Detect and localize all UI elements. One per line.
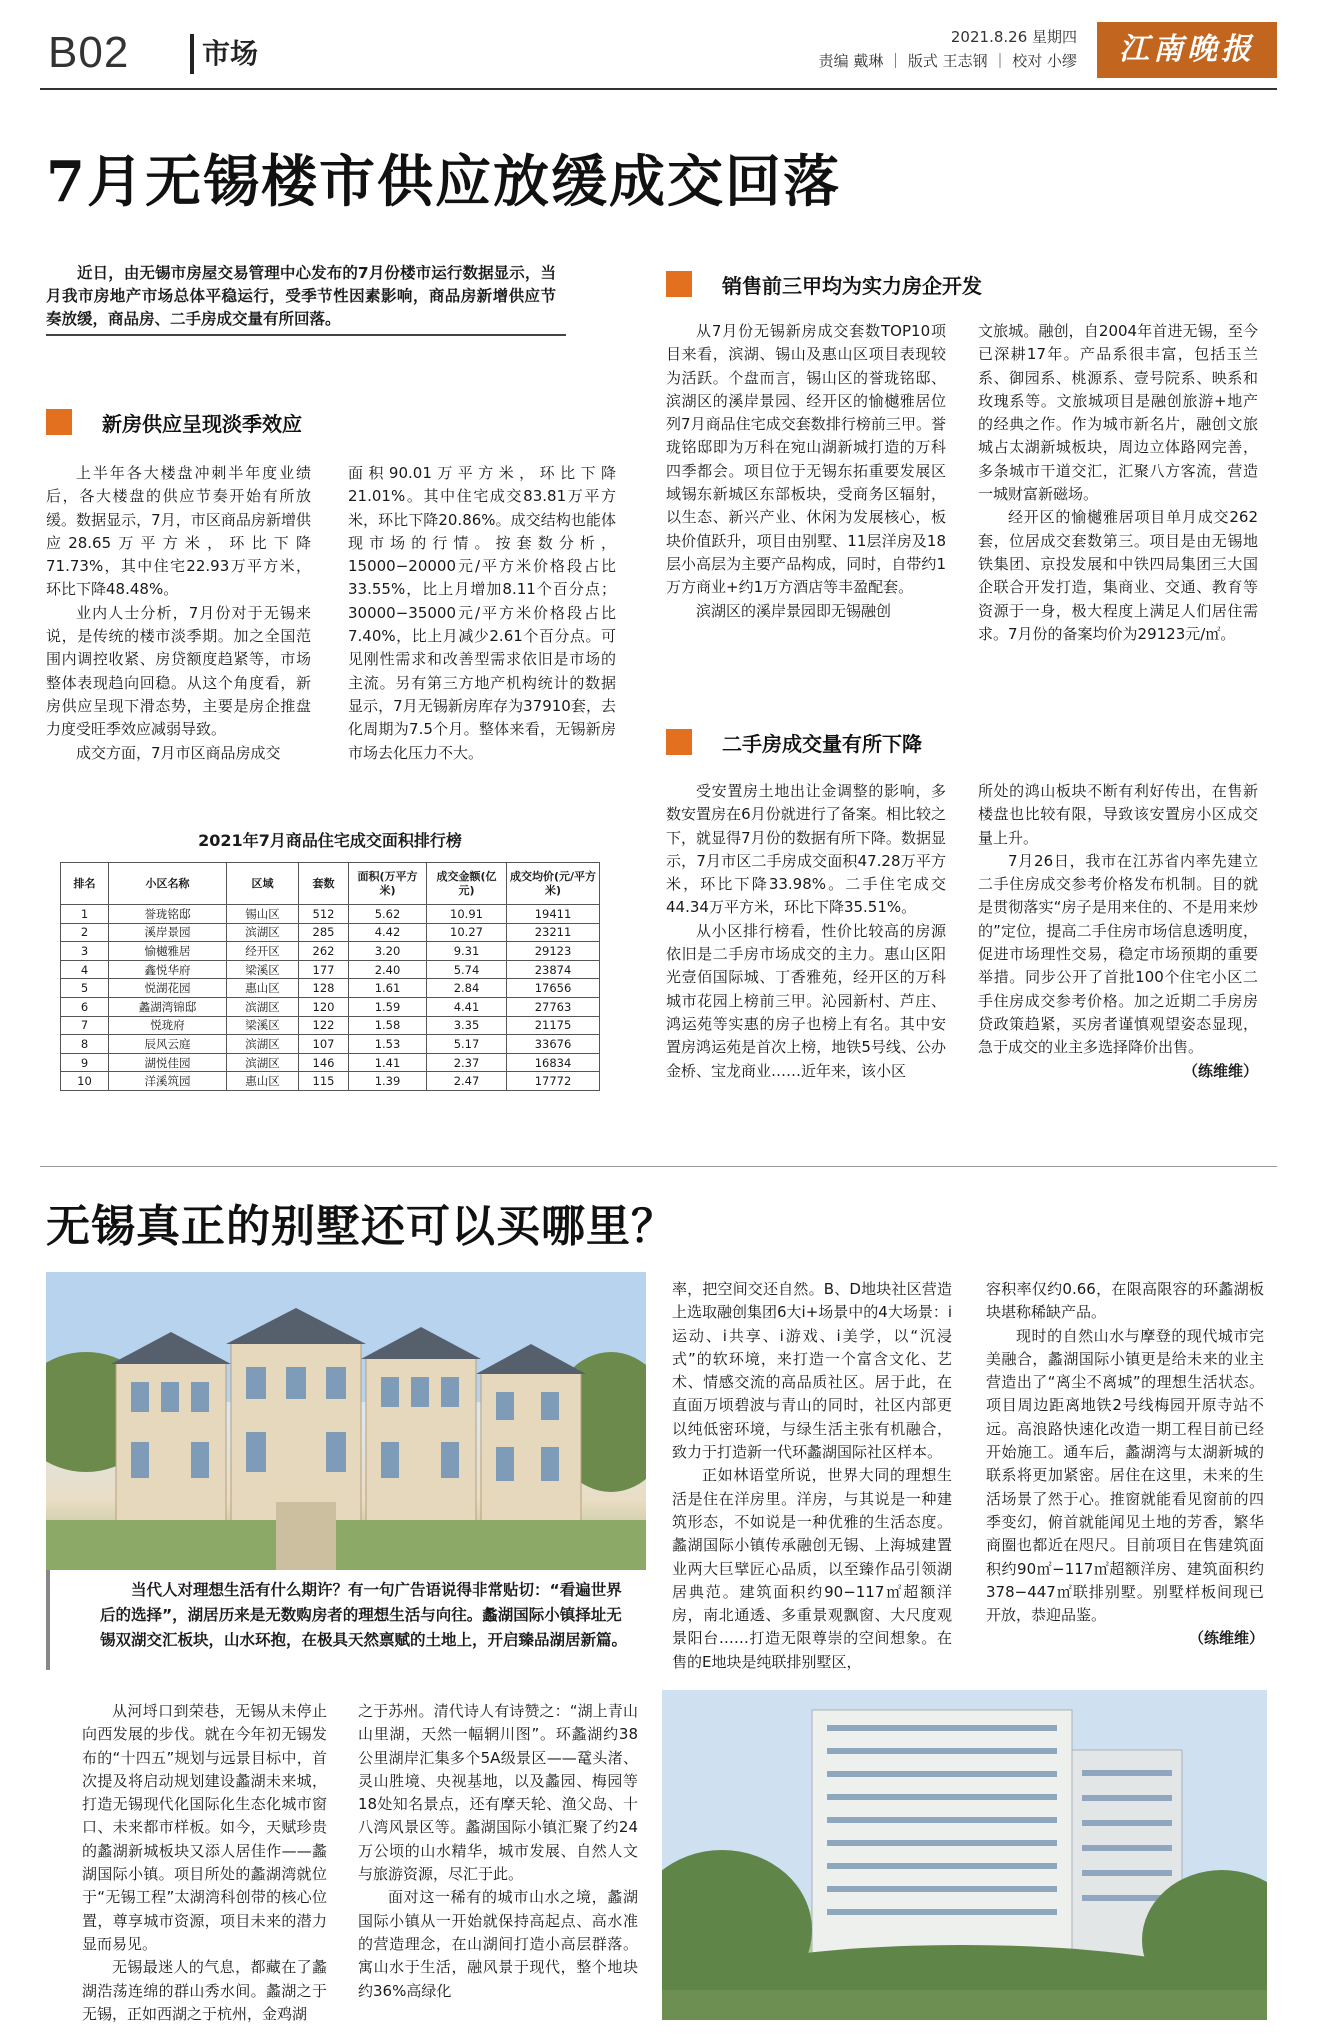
byline: （练维维） [1188,1629,1264,1648]
table-cell: 1.53 [349,1035,427,1054]
section1-column-2: 面积90.01万平方米，环比下降21.01%。其中住宅成交83.81万平方米，环比下降20.86%。成交结构也能体现市场的行情。按套数分析，15000−20000元/平方米价格段占比33.55%，比上月增加8.11个百分点；30000−35000元/平方米价格段占比7.40%，比上月减少2.61个百分点。可见刚性需求和改善型需求依旧是市场的主流。另有第三方地产机构统计的数据显示，7月无锡新房库存为37910套，去化周期为7.5个月。整体来看，无锡新房市场去化压力不大。 [348,464,616,762]
villa-illustration [46,1272,646,1577]
table-title: 2021年7月商品住宅成交面积排行榜 [198,831,462,850]
table-cell: 2.40 [349,960,427,979]
orange-square-icon [46,409,72,435]
photo-caption: 当代人对理想生活有什么期许？有一句广告语说得非常贴切：“看遍世界后的选择”，湖居历来是无数购房者的理想生活与向往。蠡湖国际小镇择址无锡双湖交汇板块，山水环抱，在极具天然禀赋的土地上，开启臻品湖居新篇。 [46,1570,646,1690]
subhead-second-hand: 二手房成交量有所下降 [666,724,922,760]
table-cell: 悦珑府 [109,1016,227,1035]
table-cell: 1.41 [349,1053,427,1072]
table-cell: 177 [299,960,349,979]
table-cell: 122 [299,1016,349,1035]
table-header-row: 排名 小区名称 区域 套数 面积(万平方米) 成交金额(亿元) 成交均价(元/平方米) [61,863,600,905]
table-cell: 9.31 [427,942,507,961]
table-cell: 5 [61,979,109,998]
table-cell: 5.74 [427,960,507,979]
section3-column-2: 所处的鸿山板块不断有利好传出，在售新楼盘也比较有限，导致该安置房小区成交量上升。 7月26日，我市在江苏省内率先建立二手住房成交参考价格发布机制。目的就是贯彻落实“房子是用来住的、不是用来炒的”定位，提高二手住房市场信息透明度，促进市场理性交易，稳定市场预期的重要举措。同步公开了首批100个住宅小区二手住房成交参考价格。加之近期二手房房贷政策趋紧，买房者谨慎观望姿态显现，急于成交的业主多选择降价出售。 （练维维） [978,780,1258,1083]
table-cell: 285 [299,923,349,942]
table-cell: 10.91 [427,905,507,924]
table-cell: 6 [61,997,109,1016]
table-row [61,1053,600,1072]
table-cell: 16834 [507,1053,600,1072]
table-cell: 2 [61,923,109,942]
table-cell: 5.17 [427,1035,507,1054]
table-cell: 誉珑铭邸 [109,905,227,924]
table-cell: 滨湖区 [227,1035,299,1054]
table-cell: 9 [61,1053,109,1072]
table-cell: 3 [61,942,109,961]
table-cell: 1 [61,905,109,924]
table-cell: 5.62 [349,905,427,924]
table-cell: 滨湖区 [227,923,299,942]
article1-lede: 近日，由无锡市房屋交易管理中心发布的7月份楼市运行数据显示，当月我市房地产市场总体平稳运行，受季节性因素影响，商品房新增供应节奏放缓，商品房、二手房成交量有所回落。 [46,264,556,328]
table-cell: 1.39 [349,1072,427,1091]
table-cell: 115 [299,1072,349,1091]
table-cell: 蠡湖湾锦邸 [109,997,227,1016]
issue-date: 2021.8.26 星期四 [950,28,1077,46]
newspaper-logo: 江南晚报 [1097,22,1277,78]
table-cell: 洋溪筑园 [109,1072,227,1091]
table-cell: 3.35 [427,1016,507,1035]
table-cell: 146 [299,1053,349,1072]
caption-bar [46,1570,50,1670]
table-cell: 29123 [507,942,600,961]
ranking-table [60,862,600,1091]
table-cell: 2.37 [427,1053,507,1072]
table-cell: 湖悦佳园 [109,1053,227,1072]
table-cell: 512 [299,905,349,924]
section1-column-1: 上半年各大楼盘冲刺半年度业绩后，各大楼盘的供应节奏开始有所放缓。数据显示，7月，市区商品房新增供应28.65万平方米，环比下降71.73%，其中住宅22.93万平方米，环比下降48.48%。 业内人士分析，7月份对于无锡来说，是传统的楼市淡季期。加之全国范围内调控收紧、房贷额度趋紧等，市场整体表现趋向回稳。从这个角度看，新房供应呈现下滑态势，主要是房企推盘力度受旺季效应减弱导致。 成交方面，7月市区商品房成交 [46,464,311,762]
table-cell: 1.59 [349,997,427,1016]
table-cell: 19411 [507,905,600,924]
table-cell: 经开区 [227,942,299,961]
article1-headline: 7月无锡楼市供应放缓成交回落 [46,149,841,215]
page-header [40,22,1277,82]
table-cell: 梁溪区 [227,1016,299,1035]
table-cell: 1.61 [349,979,427,998]
table-cell: 21175 [507,1016,600,1035]
article2-headline: 无锡真正的别墅还可以买哪里？ [46,1201,676,1252]
table-cell: 滨湖区 [227,1053,299,1072]
header-rule [40,88,1277,90]
table-cell: 4 [61,960,109,979]
section2-column-1: 从7月份无锡新房成交套数TOP10项目来看，滨湖、锡山及惠山区项目表现较为活跃。个盘而言，锡山区的誉珑铭邸、滨湖区的溪岸景园、经开区的愉樾雅居位列7月商品住宅成交套数排行榜前三甲。誉珑铭邸即为万科在宛山湖新城打造的万科四季都会。项目位于无锡东拓重要发展区域锡东新城区东部板块，受商务区辐射，以生态、新兴产业、休闲为发展核心，板块价值跃升，项目由别墅、11层洋房及18层小高层为主要产品构成，同时，自带约1万方商业+约1万方酒店等丰盈配套。 滨湖区的溪岸景园即无锡融创 [666,322,946,620]
section2-column-2: 文旅城。融创，自2004年首进无锡，至今已深耕17年。产品系很丰富，包括玉兰系、御园系、桃源系、壹号院系、映系和玫瑰系等。文旅城项目是融创旅游+地产的经典之作。作为城市新名片，融创文旅城占太湖新城板块，周边立体路网完善，多条城市干道交汇，汇聚八方客流，营造一城财富新磁场。 经开区的愉樾雅居项目单月成交262套，位居成交套数第三。项目是由无锡地铁集团、京投发展和中铁四局集团三大国企联合开发打造，集商业、交通、教育等资源于一身，极大程度上满足人们居住需求。7月份的备案均价为29123元/㎡。 [978,322,1258,643]
table-row [61,979,600,998]
table-cell: 鑫悦华府 [109,960,227,979]
table-cell: 33676 [507,1035,600,1054]
orange-square-icon [666,271,692,297]
table-cell: 23874 [507,960,600,979]
byline: （练维维） [1182,1061,1258,1080]
subhead-new-supply: 新房供应呈现淡季效应 [46,404,302,440]
table-cell: 辰风云庭 [109,1035,227,1054]
table-row [61,960,600,979]
apartment-photo [662,1690,1267,2020]
article2-column-4: 容积率仅约0.66，在限高限容的环蠡湖板块堪称稀缺产品。 现时的自然山水与摩登的现代城市完美融合，蠡湖国际小镇更是给未来的业主营造出了“离尘不离城”的理想生活状态。项目周边距离地铁2号线梅园开原寺站不远。高浪路快速化改造一期工程目前已经开始施工。通车后，蠡湖湾与太湖新城的联系将更加紧密。居住在这里，未来的生活场景了然于心。推窗就能看见窗前的四季变幻，俯首就能闻见土地的芳香，繁华商圈也都近在咫尺。目前项目在售建筑面积约90㎡−117㎡超额洋房、建筑面积约378−447㎡联排别墅。别墅样板间现已开放，恭迎品鉴。 （练维维） [986,1278,1264,1651]
article2-column-1: 从河埒口到荣巷，无锡从未停止向西发展的步伐。就在今年初无锡发布的“十四五”规划与远景目标中，首次提及将启动规划建设蠡湖未来城，打造无锡现代化国际化生态化城市窗口、未来都市样板。如今，天赋珍贵的蠡湖新城板块又添人居佳作——蠡湖国际小镇。项目所处的蠡湖湾就位于“无锡工程”太湖湾科创带的核心位置，尊享城市资源，项目未来的潜力显而易见。 无锡最迷人的气息，都藏在了蠡湖浩荡连绵的群山秀水间。蠡湖之于无锡，正如西湖之于杭州，金鸡湖 [82,1702,327,2023]
table-cell: 4.41 [427,997,507,1016]
subhead-top-three: 销售前三甲均为实力房企开发 [666,266,982,302]
table-cell: 1.58 [349,1016,427,1035]
table-row [61,997,600,1016]
orange-square-icon [666,729,692,755]
table-row [61,905,600,924]
table-cell: 惠山区 [227,1072,299,1091]
section3-column-1: 受安置房土地出让金调整的影响，多数安置房在6月份就进行了备案。相比较之下，就显得7月份的数据有所下降。数据显示，7月市区二手房成交面积47.28万平方米，环比下降33.98%。二手住宅成交44.34万平方米，环比下降35.51%。 从小区排行榜看，性价比较高的房源依旧是二手房市场成交的主力。惠山区阳光壹佰国际城、丁香雅苑，经开区的万科城市花园上榜前三甲。沁园新村、芦庄、鸿运苑等实惠的房子也榜上有名。其中安置房鸿运苑是首次上榜，地铁5号线、公办金桥、宝龙商业……近年来，该小区 [666,782,946,1080]
lede-rule [46,334,566,336]
header-divider [190,34,194,74]
table-cell: 2.47 [427,1072,507,1091]
article2-column-3: 率，把空间交还自然。B、D地块社区营造上选取融创集团6大i+场景中的4大场景：i运动、i共享、i游戏、i美学，以“沉浸式”的软环境，来打造一个富含文化、艺术、情感交流的高品质社区。居于此，在直面万顷碧波与青山的同时，社区内部更以纯低密环境，与绿生活主张有机融合，致力于打造新一代环蠡湖国际社区样本。 正如林语堂所说，世界大同的理想生活是住在洋房里。洋房，与其说是一种建筑形态，不如说是一种优雅的生活态度。蠡湖国际小镇传承融创无锡、上海城建置业两大巨擘匠心品质，以至臻作品引领湖居典范。建筑面积约90−117㎡超额洋房，南北通透、多重景观飘窗、大尺度观景阳台……打造无限尊崇的空间想象。在售的E地块是纯联排别墅区， [672,1280,952,1671]
table-cell: 8 [61,1035,109,1054]
article-separator [40,1166,1277,1167]
table-cell: 悦湖花园 [109,979,227,998]
table-cell: 3.20 [349,942,427,961]
table-cell: 滨湖区 [227,997,299,1016]
table-cell: 10.27 [427,923,507,942]
table-row [61,1035,600,1054]
table-cell: 惠山区 [227,979,299,998]
table-cell: 溪岸景园 [109,923,227,942]
table-cell: 128 [299,979,349,998]
table-row [61,1072,600,1091]
table-cell: 梁溪区 [227,960,299,979]
article2-column-2: 之于苏州。清代诗人有诗赞之：“湖上青山山里湖，天然一幅辋川图”。环蠡湖约38公里湖岸汇集多个5A级景区——鼋头渚、灵山胜境、央视基地，以及蠡园、梅园等18处知名景点，还有摩天轮、渔父岛、十八湾风景区等。蠡湖国际小镇汇聚了约24万公顷的山水精华，城市发展、自然人文与旅游资源，尽汇于此。 面对这一稀有的城市山水之境，蠡湖国际小镇从一开始就保持高起点、高水准的营造理念，在山湖间打造小高层群落。寓山水于生活，融风景于现代，整个地块约36%高绿化 [358,1702,638,2000]
villa-photo [46,1272,646,1577]
table-cell: 17772 [507,1072,600,1091]
table-cell: 锡山区 [227,905,299,924]
editor-credits: 责编 戴琳 ｜ 版式 王志钢 ｜ 校对 小缪 [818,52,1077,70]
table-cell: 2.84 [427,979,507,998]
table-row [61,923,600,942]
table-cell: 10 [61,1072,109,1091]
table-cell: 120 [299,997,349,1016]
apartment-illustration [662,1690,1267,2020]
table-cell: 27763 [507,997,600,1016]
table-cell: 107 [299,1035,349,1054]
table-row [61,942,600,961]
table-cell: 愉樾雅居 [109,942,227,961]
table-cell: 4.42 [349,923,427,942]
table-cell: 7 [61,1016,109,1035]
table-cell: 17656 [507,979,600,998]
section-name: 市场 [202,37,259,70]
table-cell: 23211 [507,923,600,942]
table-row [61,1016,600,1035]
table-cell: 262 [299,942,349,961]
page-number: B02 [48,28,130,77]
